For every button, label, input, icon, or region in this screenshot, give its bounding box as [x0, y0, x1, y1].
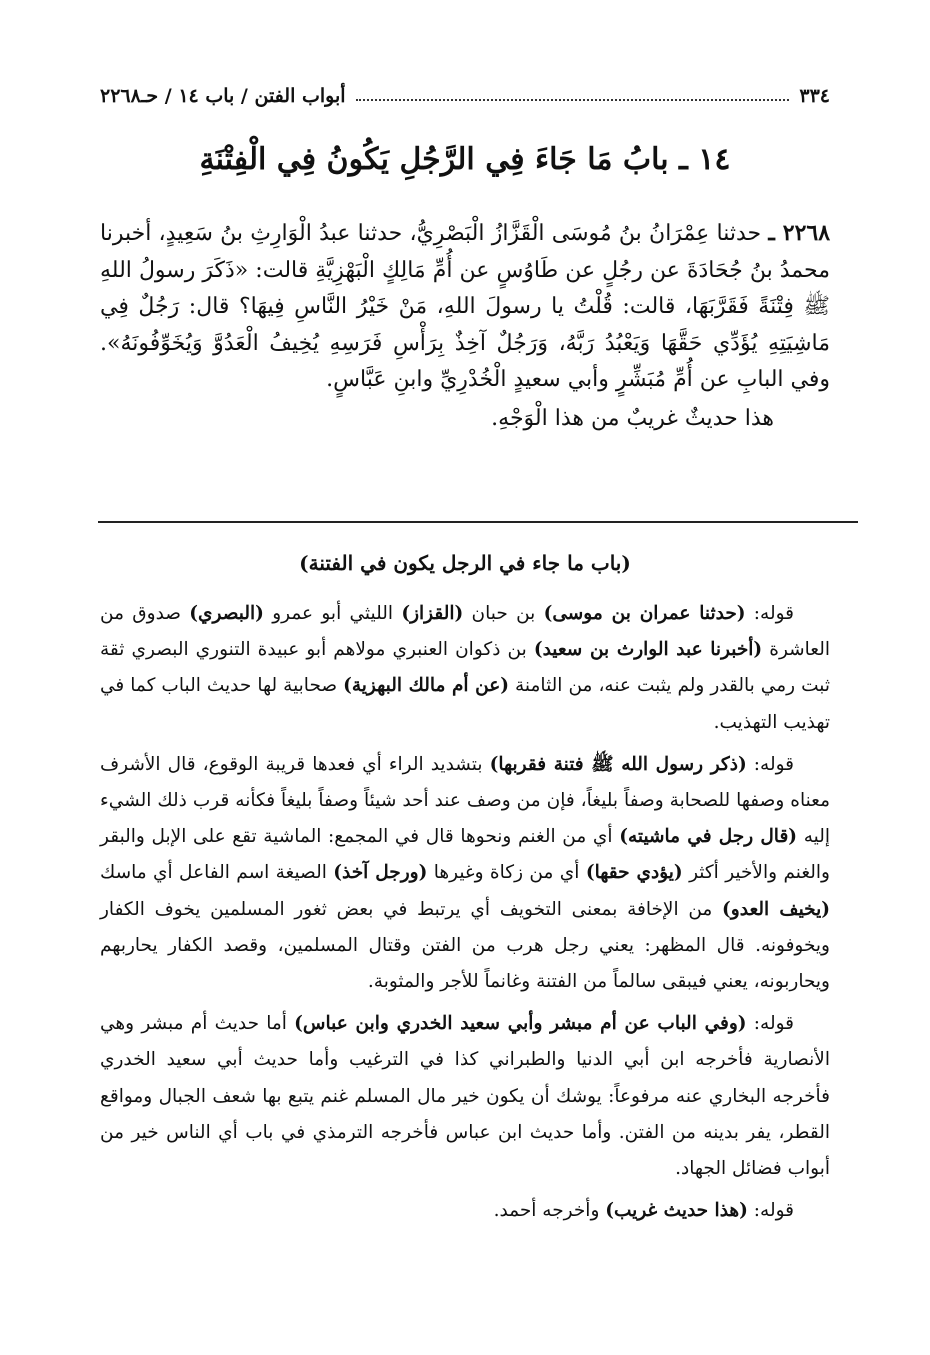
running-header [100, 80, 830, 112]
commentary-text: صحابية لها حديث الباب كما في تهذيب التهذيب. [100, 675, 830, 733]
hadith-text-block [100, 215, 830, 437]
commentary-paragraph [100, 1193, 830, 1229]
commentary-text-block [100, 596, 830, 1235]
quoted-phrase: (ذكر رسول الله ﷺ فتنة فقربها) [489, 753, 747, 775]
commentary-text: قوله: [747, 1200, 794, 1222]
commentary-text: صدوق من العاشرة [100, 603, 830, 661]
commentary-paragraph [100, 747, 830, 1000]
quoted-phrase: (هذا حديث غريب) [605, 1200, 748, 1222]
section-divider [98, 521, 858, 523]
commentary-text: بتشديد الراء أي فعدها قريبة الوقوع، قال الأشرف معناه وصفها للصحابة وصفاً بليغاً، فإن من وصف عند أحد شيئاً وصفاً بليغاً فكأنه قرب ذلك الشيء إليه [100, 753, 830, 848]
page-number: ٣٣٤ [799, 85, 830, 107]
quoted-phrase: (وفي الباب عن أم مبشر وأبي سعيد الخدري وابن عباس) [294, 1013, 747, 1035]
commentary-text: قوله: [746, 1013, 794, 1035]
quoted-phrase: (يؤدي حقها) [585, 862, 683, 884]
hadith-number: ٢٢٦٨ ـ [768, 220, 831, 246]
header-dot-leader [356, 99, 790, 101]
commentary-text: الصيغة اسم الفاعل أي ماسك [100, 862, 334, 884]
commentary-text: قوله: [746, 753, 794, 775]
quoted-phrase: (البصري) [189, 603, 264, 624]
hadith-body: حدثنا عِمْرَانُ بنُ مُوسَى الْقَزَّازُ الْبَصْرِيُّ، حدثنا عبدُ الْوَارِثِ بنُ سَعِيدٍ، أخبرنا محمدُ بنُ جُحَادَةَ عن رجُلٍ عن طَاوُسٍ عن أُمِّ مَالِكٍ الْبَهْزِيَّةِ قالت: «ذَكَرَ رسولُ اللهِ ﷺ فِتْنَةً فَقَرَّبَهَا، قالت: قُلْتُ يا رسولَ اللهِ، مَنْ خَيْرُ النَّاسِ فِيهَا؟ قال: رَجُلٌ فِي مَاشِيَتِهِ يُؤَدِّي حَقَّهَا وَيَعْبُدُ رَبَّهُ، وَرَجُلٌ آخِذٌ بِرَأْسِ فَرَسِهِ يُخِيفُ الْعَدُوَّ وَيُخَوِّفُونَهُ». وفي البابِ عن أُمِّ مُبَشِّرٍ وأبي سعيدٍ الْخُدْرِيِّ وابنِ عَبَّاسٍ. [100, 221, 830, 392]
quoted-phrase: (أخبرنا عبد الوارث بن سعيد) [533, 639, 763, 661]
quoted-phrase: (حدثنا عمران بن موسى) [543, 603, 746, 624]
chapter-title: ١٤ ـ بابُ مَا جَاءَ فِي الرَّجُلِ يَكُونُ فِي الْفِتْنَةِ [199, 142, 731, 177]
quoted-phrase: (ورجل آخذ) [333, 862, 428, 884]
quoted-phrase: (يخيف العدو) [722, 898, 830, 920]
running-header-title: أبواب الفتن / باب ١٤ / حـ٢٢٦٨ [100, 85, 346, 107]
commentary-text: من الإخافة بمعنى التخويف أي يرتبط في بعض ثغور المسلمين يخوف الكفار ويخوفونه. قال المظهر: يعني رجل هرب من الفتن وقتال المسلمين، وقصد الكفار يحاربهم ويحاربونه، يعني فيبقى سالماً من الفتنة وغانماً للأجر والمثوبة. [100, 898, 830, 993]
commentary-text: أما حديث أم مبشر وهي الأنصارية فأخرجه ابن أبي الدنيا والطبراني كذا في الترغيب وأما حديث أبي سعيد الخدري فأخرجه البخاري عنه مرفوعاً: يوشك أن يكون خير مال المسلم غنم يتبع بها شعف الجبال ومواقع القطر، يفر بدينه من الفتن. وأما حديث ابن عباس فأخرجه الترمذي في باب أي الناس خير من أبواب فضائل الجهاد. [100, 1013, 830, 1180]
commentary-text: أي من الغنم ونحوها قال في المجمع: الماشية تقع على الإبل والبقر والغنم والأخير أكثر [100, 826, 830, 884]
commentary-paragraph [100, 596, 830, 741]
quoted-phrase: (عن أم مالك البهزية) [343, 675, 509, 697]
commentary-text: بن ذكوان العنبري مولاهم أبو عبيدة التنوري البصري ثقة ثبت رمي بالقدر ولم يثبت عنه، من الثامنة [100, 639, 830, 697]
commentary-paragraph [100, 1006, 830, 1187]
hadith-grading: هذا حديثٌ غريبٌ من هذا الْوَجْهِ. [491, 405, 774, 431]
quoted-phrase: (القزاز) [401, 603, 464, 624]
commentary-text: الليثي أبو عمرو [263, 603, 402, 624]
hadith-paragraph [100, 215, 830, 399]
commentary-text: وأخرجه أحمد. [493, 1200, 606, 1222]
commentary-text: قوله: [745, 603, 795, 624]
commentary-text: بن حبان [463, 603, 544, 624]
commentary-heading: (باب ما جاء في الرجل يكون في الفتنة) [299, 551, 631, 575]
commentary-text: أي من زكاة وغيرها [427, 862, 586, 884]
quoted-phrase: (قال رجل في ماشيته) [619, 826, 798, 848]
